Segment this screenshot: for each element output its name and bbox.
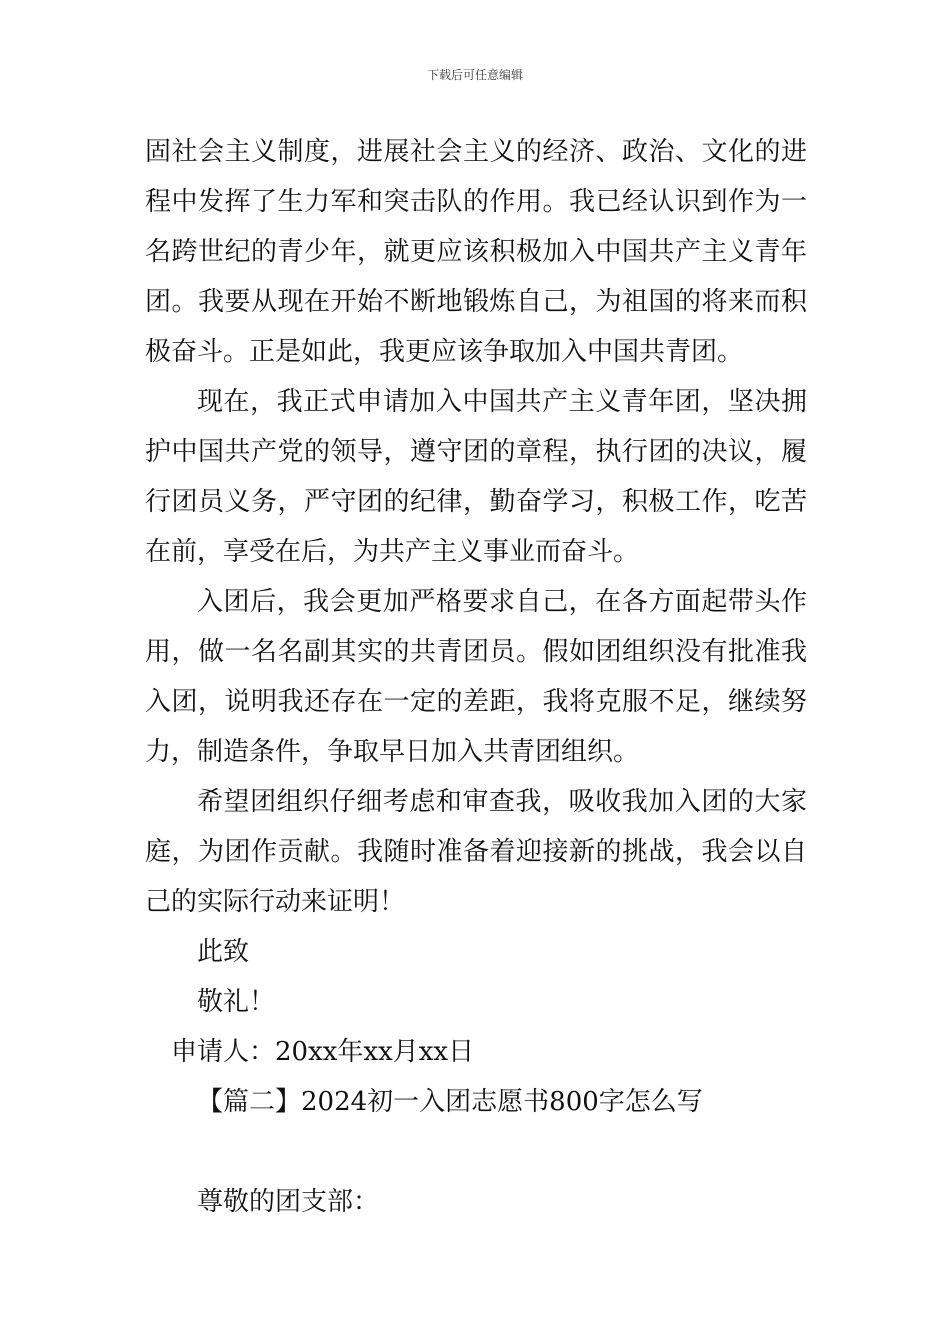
paragraph-commitment: 入团后，我会更加严格要求自己，在各方面起带头作用，做一名名副其实的共青团员。假如团组织没有批准我入团，说明我还存在一定的差距，我将克服不足，继续努力，制造条件，争取早日加入共青团组织。: [145, 587, 807, 767]
page-header: 下载后可任意编辑: [426, 68, 523, 82]
closing-salutation: 此致: [197, 937, 250, 967]
signature-line: 申请人：20xx年xx月xx日: [171, 1037, 475, 1067]
paragraph-continued: 固社会主义制度，进展社会主义的经济、政治、文化的进程中发挥了生力军和突击队的作用。我已经认识到作为一名跨世纪的青少年，就更应该积极加入中国共产主义青年团。我要从现在开始不断地锻炼自己，为祖国的将来而积极奋斗。正是如此，我更应该争取加入中国共青团。: [145, 137, 807, 367]
closing-respect: 敬礼！: [197, 987, 276, 1017]
greeting: 尊敬的团支部：: [197, 1187, 380, 1217]
document-body: [145, 127, 807, 1227]
blank-line: [145, 1127, 807, 1177]
paragraph-hope: 希望团组织仔细考虑和审查我，吸收我加入团的大家庭，为团作贡献。我随时准备着迎接新的挑战，我会以自己的实际行动来证明！: [145, 787, 807, 917]
paragraph-application: 现在，我正式申请加入中国共产主义青年团，坚决拥护中国共产党的领导，遵守团的章程，执行团的决议，履行团员义务，严守团的纪律，勤奋学习，积极工作，吃苦在前，享受在后，为共产主义事业而奋斗。: [145, 387, 807, 567]
section-title: 【篇二】2024初一入团志愿书800字怎么写: [197, 1087, 703, 1117]
